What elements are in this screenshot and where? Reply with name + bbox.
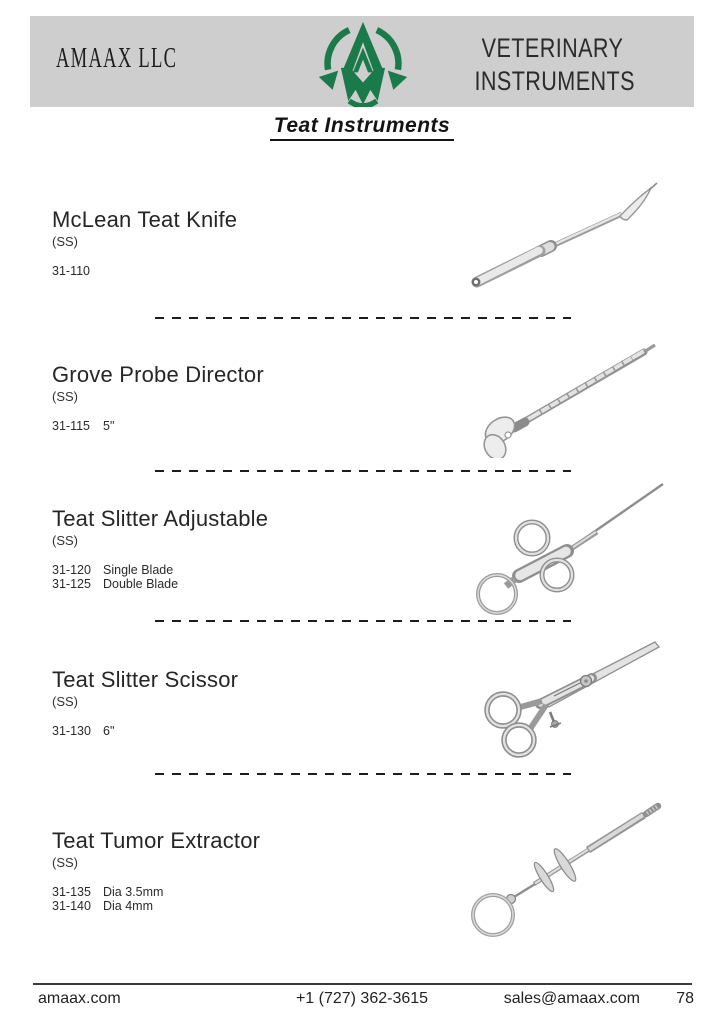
brand-title — [474, 32, 635, 98]
separator — [155, 773, 571, 775]
product-code-row — [52, 899, 432, 913]
product-code: 31-130 — [52, 724, 91, 738]
product-material: (SS) — [52, 694, 78, 709]
product-section-grove-probe-director — [52, 362, 432, 433]
product-code: 31-115 — [52, 419, 90, 433]
product-code-row — [52, 885, 432, 899]
product-code: 31-110 — [52, 264, 90, 278]
product-name: McLean Teat Knife — [52, 207, 238, 232]
product-code-row — [52, 563, 432, 577]
product-material: (SS) — [52, 234, 78, 249]
product-code: 31-140 — [52, 899, 91, 913]
page-number: 78 — [676, 990, 694, 1007]
product-section-mclean-teat-knife — [52, 207, 432, 278]
separator — [155, 620, 571, 622]
product-desc: 5" — [103, 419, 115, 433]
product-code-row — [52, 419, 432, 433]
product-code-row — [52, 577, 432, 591]
product-code: 31-135 — [52, 885, 91, 899]
teat-slitter-scissor-image — [442, 630, 700, 768]
brand-title-line1: VETERINARY — [481, 33, 624, 63]
product-desc: Single Blade — [103, 563, 174, 577]
product-section-teat-slitter-scissor — [52, 667, 432, 738]
product-material: (SS) — [52, 855, 78, 870]
company-name: AMAAX LLC — [56, 42, 178, 74]
grove-probe-director-image — [448, 326, 688, 458]
separator — [155, 317, 571, 319]
product-code: 31-120 — [52, 563, 91, 577]
footer-email: sales@amaax.com — [503, 990, 640, 1007]
product-desc: Dia 3.5mm — [103, 885, 164, 899]
footer-phone: +1 (727) 362-3615 — [295, 990, 429, 1007]
product-section-teat-slitter-adjustable — [52, 506, 432, 591]
product-material: (SS) — [52, 389, 78, 404]
product-name: Teat Slitter Scissor — [52, 667, 239, 692]
teat-slitter-adjustable-image — [443, 472, 693, 620]
brand-title-line2: INSTRUMENTS — [474, 66, 635, 96]
product-section-teat-tumor-extractor — [52, 828, 432, 913]
product-desc: Double Blade — [103, 577, 179, 591]
product-name: Grove Probe Director — [52, 362, 264, 387]
teat-tumor-extractor-image — [440, 788, 700, 938]
product-name: Teat Tumor Extractor — [52, 828, 261, 853]
mclean-teat-knife-image — [450, 172, 690, 294]
product-code: 31-125 — [52, 577, 91, 591]
product-desc: 6" — [103, 724, 115, 738]
footer-rule — [33, 983, 692, 985]
product-material: (SS) — [52, 533, 78, 548]
footer-website: amaax.com — [38, 990, 121, 1007]
amaax-logo-icon — [317, 20, 409, 112]
page-title: Teat Instruments — [270, 114, 454, 141]
product-code-row — [52, 264, 432, 278]
product-code-row — [52, 724, 432, 738]
product-desc: Dia 4mm — [103, 899, 154, 913]
product-name: Teat Slitter Adjustable — [52, 506, 269, 531]
